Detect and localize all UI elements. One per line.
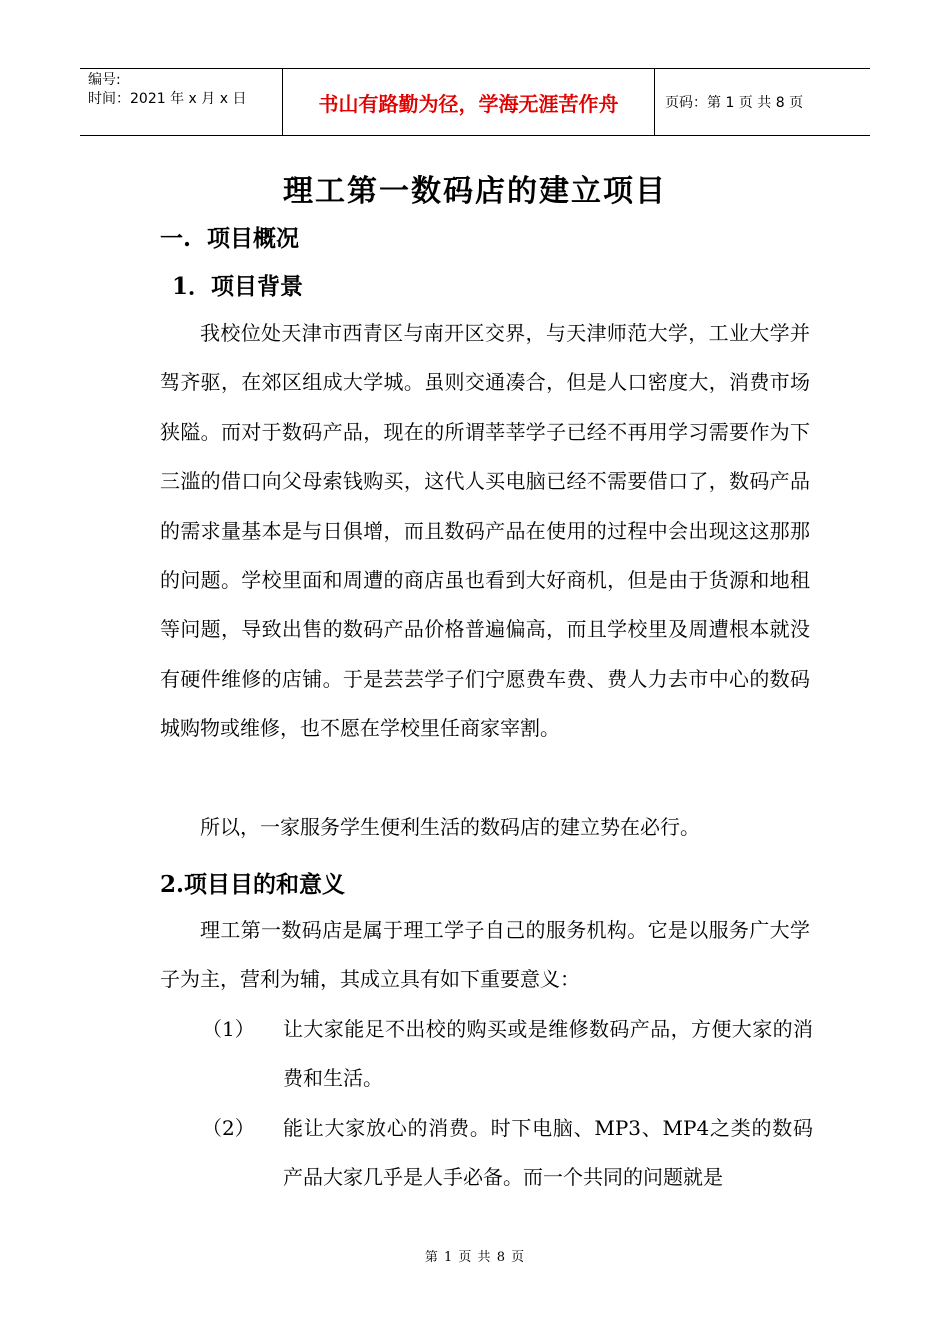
motto: 书山有路勤为径，学海无涯苦作舟 [282, 69, 655, 135]
paragraph-background: 我校位处天津市西青区与南开区交界，与天津师范大学，工业大学并驾齐驱，在郊区组成大学城。虽则交通凑合，但是人口密度大，消费市场狭隘。而对于数码产品，现在的所谓莘莘学子已经不再用学习需要作为下三滥的借口向父母索钱购买，这代人买电脑已经不需要借口了，数码产品的需求量基本是与日俱增，而且数码产品在使用的过程中会出现这这那那的问题。学校里面和周遭的商店虽也看到大好商机，但是由于货源和地租等问题，导致出售的数码产品价格普遍偏高，而且学校里及周遭根本就没有硬件维修的店铺。于是芸芸学子们宁愿费车费、费人力去市中心的数码城购物或维修，也不愿在学校里任商家宰割。 [160, 321, 810, 741]
list-item-text: 让大家能足不出校的购买或是维修数码产品，方便大家的消费和生活。 [283, 1017, 813, 1091]
paragraph-purpose: 理工第一数码店是属于理工学子自己的服务机构。它是以服务广大学子为主，营利为辅，其成立具有如下重要意义： [160, 918, 810, 992]
document-title: 理工第一数码店的建立项目 [283, 174, 667, 209]
list-item-number: （2） [202, 1116, 255, 1140]
list-item-number: （1） [202, 1017, 255, 1041]
number-label: 编号: [88, 72, 121, 88]
paragraph-conclusion: 所以，一家服务学生便利生活的数码店的建立势在必行。 [200, 815, 700, 839]
list-item-text: 能让大家放心的消费。时下电脑、MP3、MP4之类的数码产品大家几乎是人手必备。而一个共同的问题就是 [283, 1116, 813, 1190]
section-heading-overview: 一. 项目概况 [160, 225, 300, 252]
header-table [80, 68, 870, 136]
subheading-background: 1．项目背景 [172, 273, 304, 300]
header-meta-cell [80, 69, 282, 135]
subheading-purpose: 2.项目目的和意义 [160, 871, 346, 898]
page-info: 页码：第 1 页 共 8 页 [665, 95, 804, 111]
page-footer: 第 1 页 共 8 页 [424, 1250, 526, 1265]
time-label: 时间：2021 年 x 月 x 日 [88, 91, 247, 107]
